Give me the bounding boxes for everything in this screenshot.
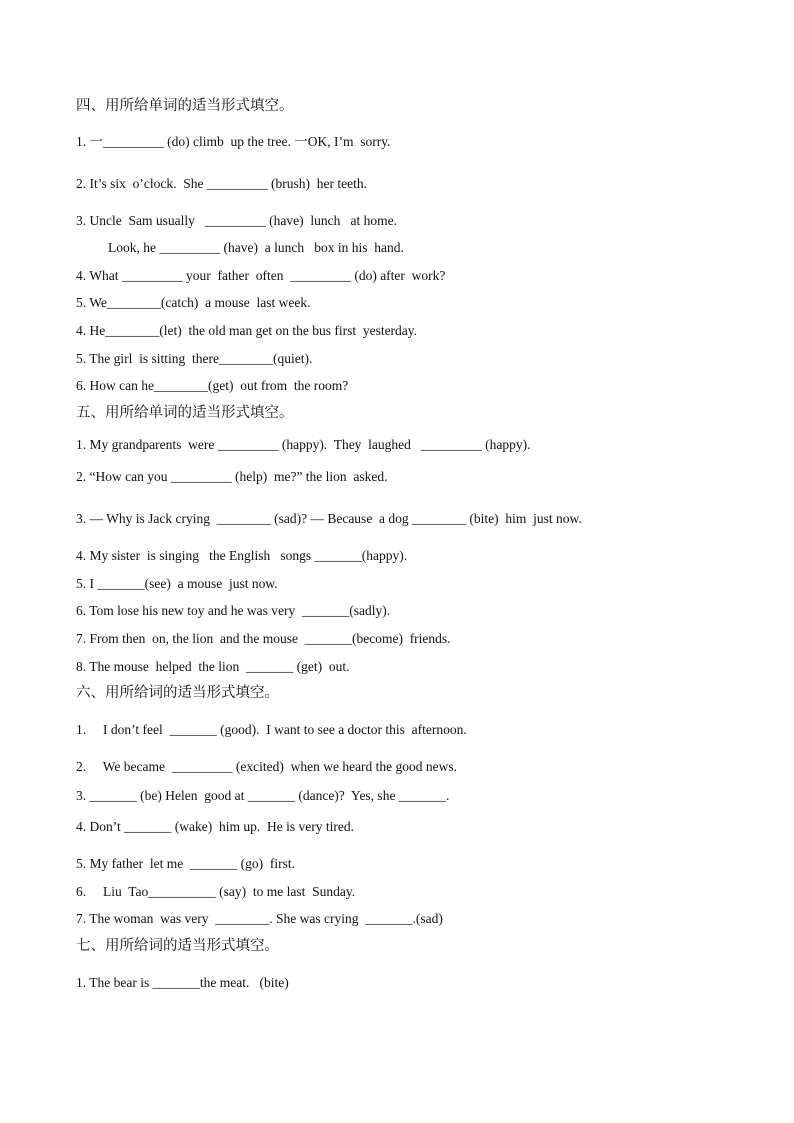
question-line: 5. I _______(see) a mouse just now. [76, 576, 278, 591]
question-line: Look, he _________ (have) a lunch box in his hand. [108, 240, 404, 255]
question-line: 1. The bear is _______the meat. (bite) [76, 975, 289, 990]
question-line: 2. “How can you _________ (help) me?” the lion asked. [76, 469, 388, 484]
question-line: 3. Uncle Sam usually _________ (have) lunch at home. [76, 213, 397, 228]
section-6-heading: 六、用所给词的适当形式填空。 [76, 685, 279, 701]
question-line: 6. How can he________(get) out from the room? [76, 378, 349, 393]
question-line: 1. My grandparents were _________ (happy). They laughed _________ (happy). [76, 437, 531, 452]
question-line: 4. Don’t _______ (wake) him up. He is very tired. [76, 819, 354, 834]
question-line: 3. — Why is Jack crying ________ (sad)? — Because a dog ________ (bite) him just now. [76, 511, 582, 526]
question-line: 6. Liu Tao__________ (say) to me last Sunday. [76, 884, 356, 899]
question-line: 2. We became _________ (excited) when we heard the good news. [76, 759, 458, 774]
question-line: 6. Tom lose his new toy and he was very _______(sadly). [76, 603, 391, 618]
section-7-heading: 七、用所给词的适当形式填空。 [76, 938, 279, 954]
question-line: 2. It’s six o’clock. She _________ (brush) her teeth. [76, 176, 367, 191]
question-line: 8. The mouse helped the lion _______ (get) out. [76, 659, 350, 674]
question-line: 3. _______ (be) Helen good at _______ (dance)? Yes, she _______. [76, 788, 450, 803]
question-line: 1. 一_________ (do) climb up the tree. 一OK, I’m sorry. [76, 134, 391, 149]
question-line: 7. From then on, the lion and the mouse _______(become) friends. [76, 631, 451, 646]
question-line: 5. My father let me _______ (go) first. [76, 856, 295, 871]
question-line: 1. I don’t feel _______ (good). I want to see a doctor this afternoon. [76, 722, 467, 737]
question-line: 5. We________(catch) a mouse last week. [76, 295, 311, 310]
question-line: 7. The woman was very ________. She was crying _______.(sad) [76, 911, 443, 926]
question-line: 4. My sister is singing the English songs _______(happy). [76, 548, 408, 563]
section-4-heading: 四、用所给单词的适当形式填空。 [76, 98, 294, 114]
question-line: 5. The girl is sitting there________(quiet). [76, 351, 313, 366]
section-5-heading: 五、用所给单词的适当形式填空。 [76, 405, 294, 421]
question-line: 4. He________(let) the old man get on the bus first yesterday. [76, 323, 418, 338]
question-line: 4. What _________ your father often _________ (do) after work? [76, 268, 446, 283]
